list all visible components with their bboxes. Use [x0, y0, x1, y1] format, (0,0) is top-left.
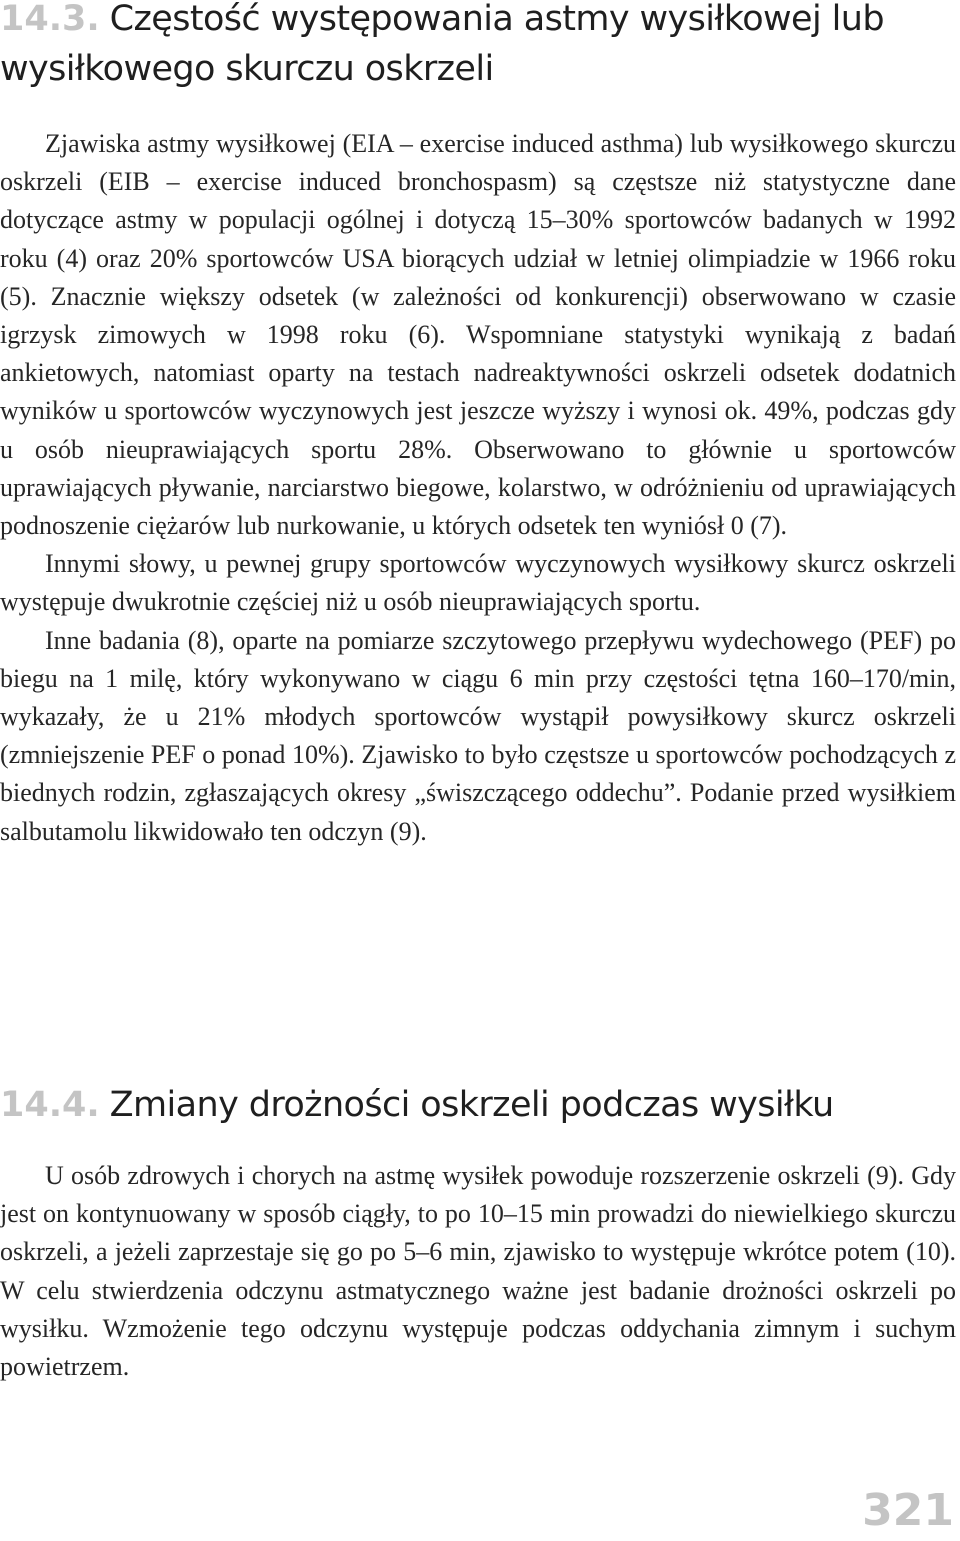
section-title: Zmiany drożności oskrzeli podczas wysiłku: [109, 1085, 834, 1125]
paragraph: Innymi słowy, u pewnej grupy sportowców wyczynowych wysiłkowy skurcz oskrzeli występuje dwukrotnie częściej niż u osób nieuprawiających sportu.: [0, 549, 956, 617]
section-body-14-4: [0, 1157, 956, 1386]
section-heading-14-3: [0, 0, 958, 94]
page-number: 321: [862, 1485, 954, 1536]
section-number: 14.4.: [0, 1085, 100, 1125]
section-title: Częstość występowania astmy wysiłkowej lub wysiłkowego skurczu oskrzeli: [0, 0, 884, 89]
section-body-14-3: [0, 125, 956, 851]
section-heading-14-4: [0, 1080, 958, 1130]
paragraph: Zjawiska astmy wysiłkowej (EIA – exercise induced asthma) lub wysiłkowego skurczu oskrzeli (EIB – exercise induced bronchospasm) są częstsze niż statystyczne dane dotyczące astmy w populacji ogólnej i dotyczą 15–30% sportowców badanych w 1992 roku (4) oraz 20% sportowców USA biorących udział w letniej olimpiadzie w 1966 roku (5). Znacznie większy odsetek (w zależności od konkurencji) obserwowano w czasie igrzysk zimowych w 1998 roku (6). Wspomniane statystyki wynikają z badań ankietowych, natomiast oparty na testach nadreaktywności oskrzeli odsetek dodatnich wyników u sportowców wyczynowych jest jeszcze wyższy i wynosi ok. 49%, podczas gdy u osób nieuprawiających sportu 28%. Obserwowano to głównie u sportowców uprawiających pływanie, narciarstwo biegowe, kolarstwo, w odróżnieniu od uprawiających podnoszenie ciężarów lub nurkowanie, u których odsetek ten wyniósł 0 (7).: [0, 129, 956, 541]
paragraph: Inne badania (8), oparte na pomiarze szczytowego przepływu wydechowego (PEF) po biegu na 1 milę, który wykonywano w ciągu 6 min przy częstości tętna 160–170/min, wykazały, że u 21% młodych sportowców wystąpił powysiłkowy skurcz oskrzeli (zmniejszenie PEF o ponad 10%). Zjawisko to było częstsze u sportowców pochodzących z biednych rodzin, zgłaszających okresy „świszczącego oddechu”. Podanie przed wysiłkiem salbutamolu likwidowało ten odczyn (9).: [0, 625, 956, 846]
paragraph: U osób zdrowych i chorych na astmę wysiłek powoduje rozszerzenie oskrzeli (9). Gdy jest on kontynuowany w sposób ciągły, to po 10–15 min prowadzi do niewielkiego skurczu oskrzeli, a jeżeli zaprzestaje się go po 5–6 min, zjawisko to występuje wkrótce potem (10). W celu stwierdzenia odczynu astmatycznego ważne jest badanie drożności oskrzeli po wysiłku. Wzmożenie tego odczynu występuje podczas oddychania zimnym i suchym powietrzem.: [0, 1161, 956, 1382]
section-number: 14.3.: [0, 0, 100, 39]
